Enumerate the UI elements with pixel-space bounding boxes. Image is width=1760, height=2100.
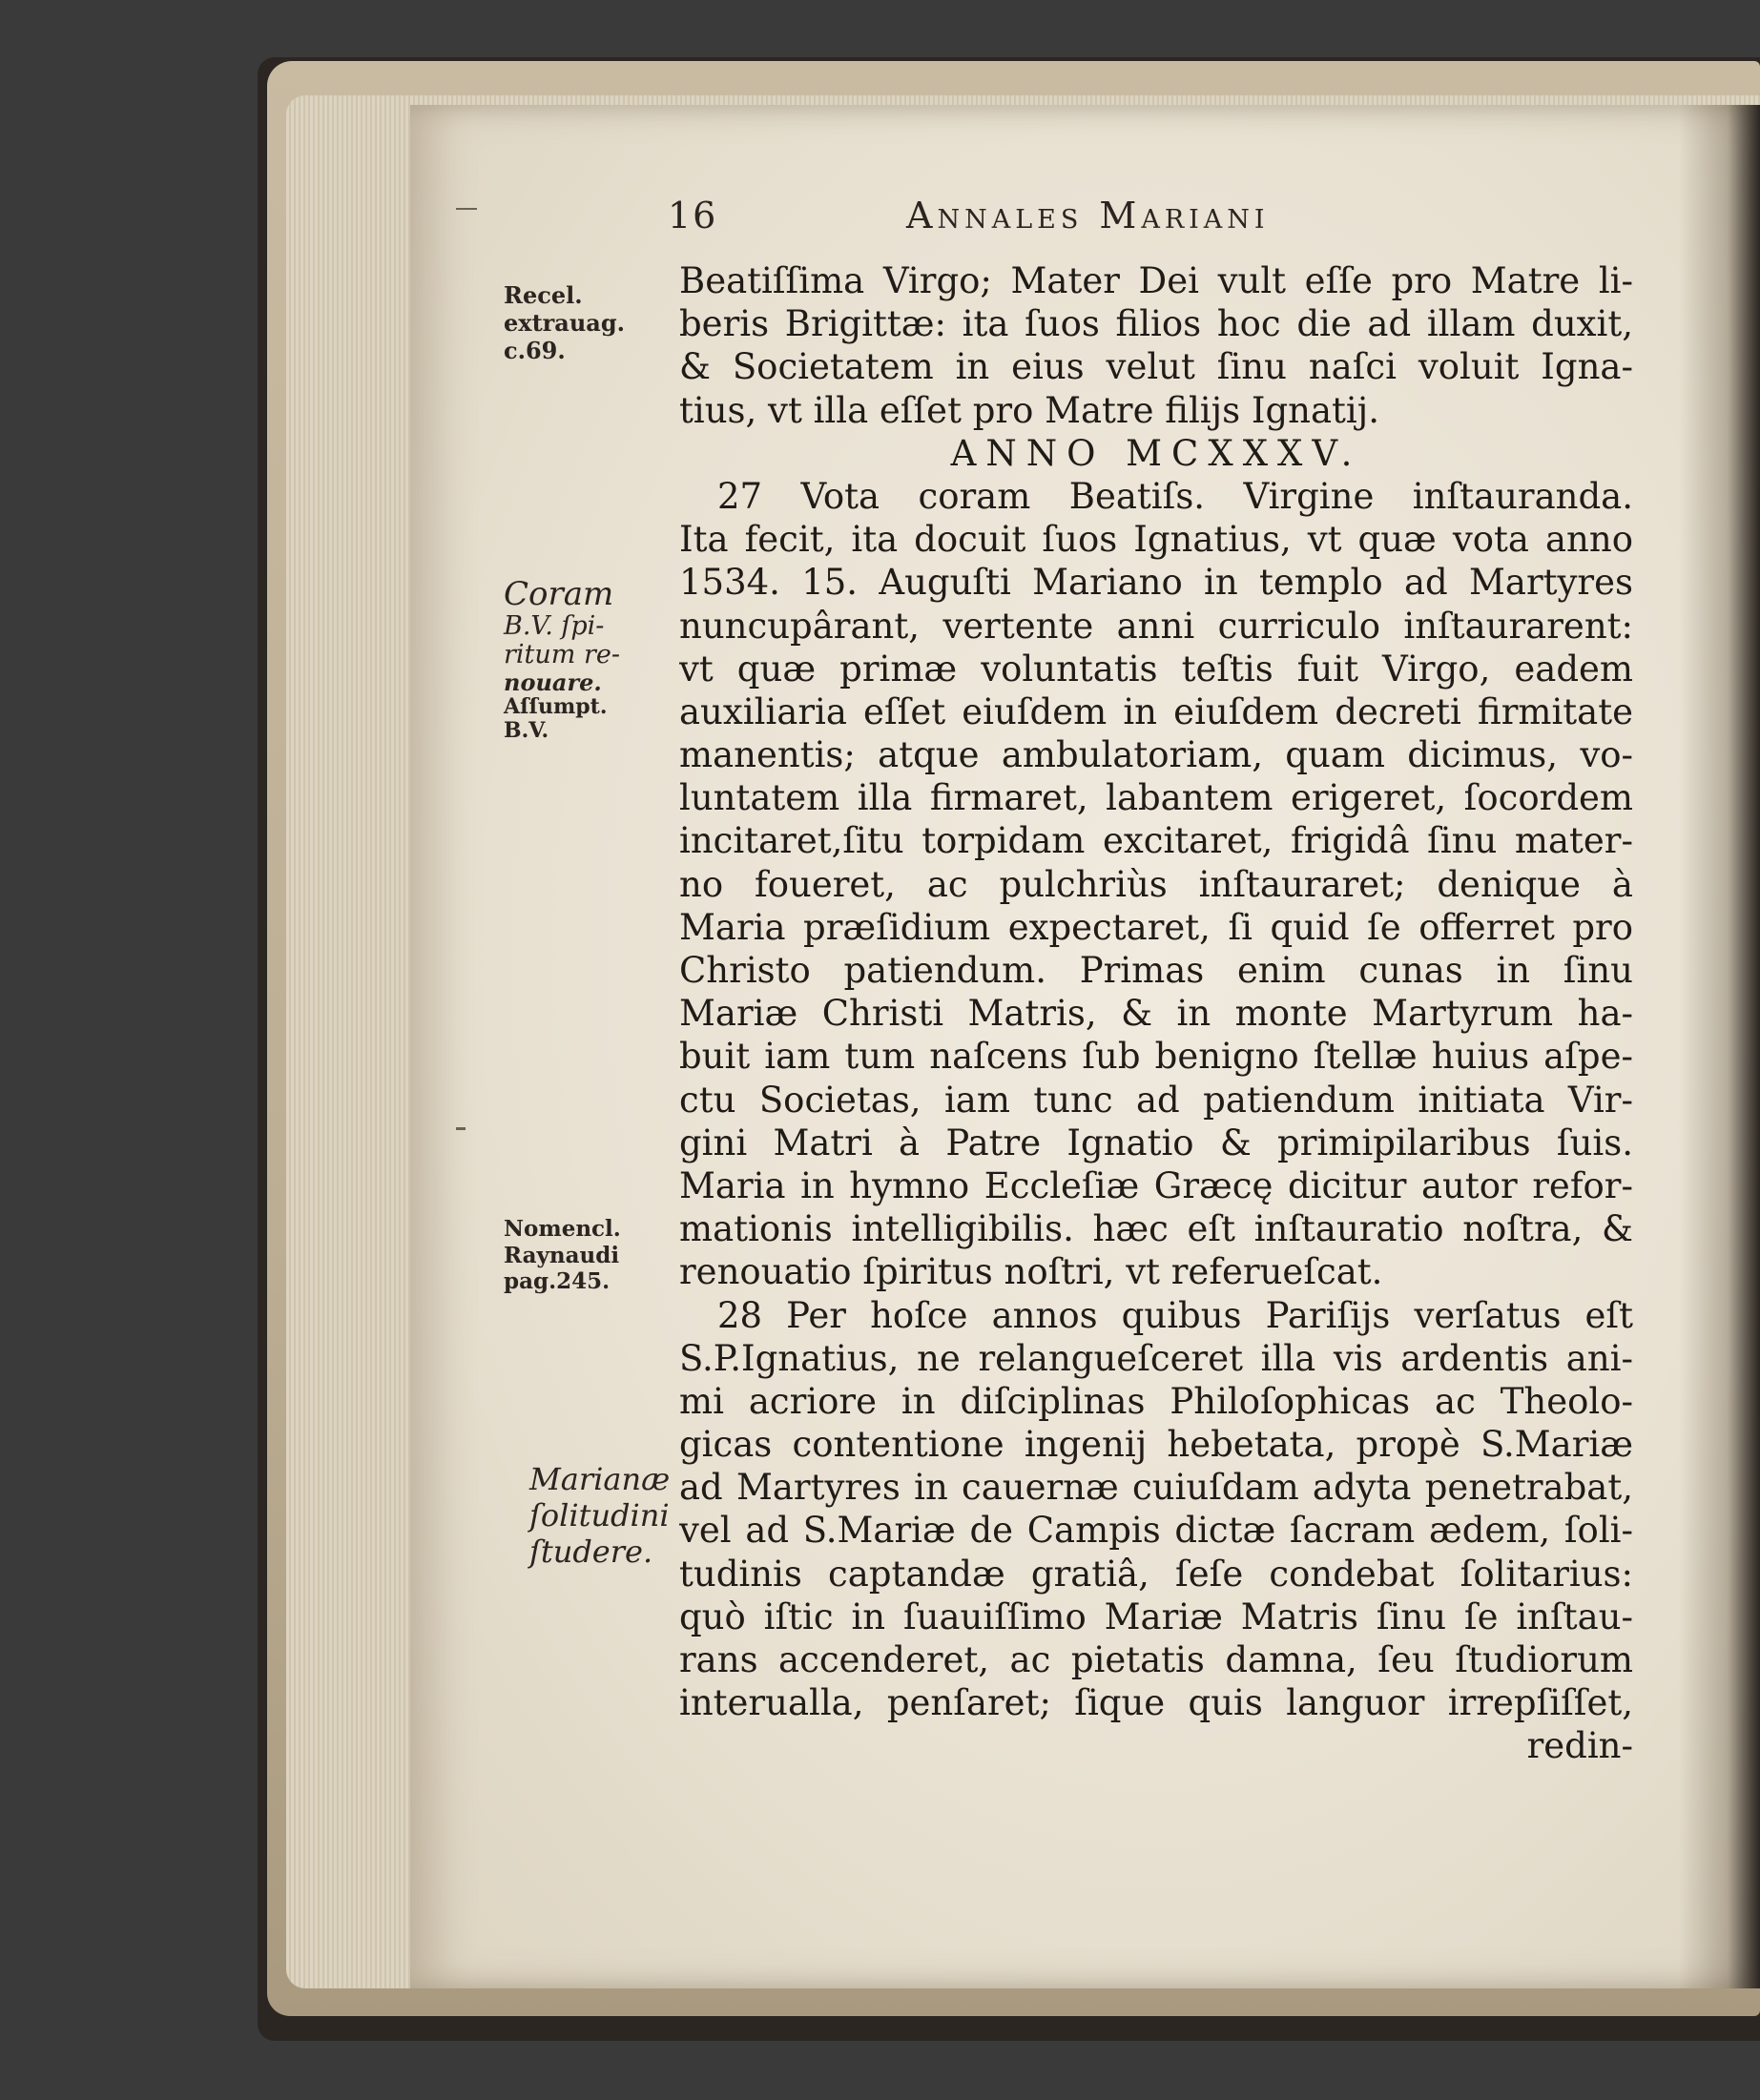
running-title: Annales Mariani bbox=[906, 195, 1270, 237]
catchword: redin- bbox=[1526, 1725, 1633, 1767]
book-gutter bbox=[1679, 105, 1760, 1988]
text-line: luntatem illa firmaret, labantem erigeret, ſocordem bbox=[679, 777, 1633, 819]
margin-note-line: Raynaudi bbox=[504, 1242, 620, 1268]
margin-note-line: c.69. bbox=[504, 336, 566, 364]
text-line: no foueret, ac pulchriùs inſtauraret; denique à bbox=[679, 863, 1633, 905]
text-line: auxiliaria eſſet eiuſdem in eiuſdem decreti firmitate bbox=[679, 690, 1633, 732]
text-line: gini Matri à Patre Ignatio & primipilaribus ſuis. bbox=[679, 1122, 1633, 1163]
margin-note-line: ſolitudini bbox=[529, 1496, 670, 1534]
text-line: Maria præſidium expectaret, ſi quid ſe offerret pro bbox=[679, 906, 1633, 948]
text-line: mationis intelligibilis. hæc eſt inſtauratio noſtra, & bbox=[679, 1208, 1633, 1250]
margin-note-line: Nomencl. bbox=[504, 1216, 621, 1242]
body-text bbox=[679, 259, 1633, 1768]
text-line: rans accenderet, ac pietatis damna, ſeu ſtudiorum bbox=[679, 1639, 1633, 1680]
margin-note-line: Recel. bbox=[504, 281, 583, 309]
text-line: gicas contentione ingenij hebetata, propè S.Mariæ bbox=[679, 1424, 1633, 1466]
margin-note-line: ſtudere. bbox=[529, 1533, 653, 1570]
margin-note bbox=[504, 1216, 656, 1295]
text-line: buit iam tum naſcens ſub benigno ſtellæ huius aſpe- bbox=[679, 1036, 1633, 1078]
margin-note-line: pag.245. bbox=[504, 1268, 611, 1295]
page-tick-mark bbox=[456, 1127, 466, 1130]
text-line: Christo patiendum. Primas enim cunas in ſinu bbox=[679, 950, 1633, 991]
page-tick-mark bbox=[456, 208, 477, 210]
margin-note bbox=[529, 1462, 673, 1570]
margin-note-line: Coram bbox=[504, 575, 614, 613]
text-line: Mariæ Christi Matris, & in monte Martyrum ha- bbox=[679, 993, 1633, 1035]
text-line: Beatiſſima Virgo; Mater Dei vult eſſe pro Matre li- bbox=[679, 260, 1633, 301]
text-line: ad Martyres in cauernæ cuiuſdam adyta penetrabat, bbox=[679, 1467, 1633, 1509]
text-line: Ita fecit, ita docuit ſuos Ignatius, vt quæ vota anno bbox=[679, 519, 1633, 561]
margin-note-line: B.V. ſpi- bbox=[504, 611, 605, 642]
text-line: vt quæ primæ voluntatis teſtis fuit Virgo, eadem bbox=[679, 648, 1633, 690]
margin-note bbox=[504, 576, 656, 743]
margin-note-line: B.V. bbox=[504, 718, 549, 744]
text-line: 1534. 15. Auguſti Mariano in templo ad Martyres bbox=[679, 562, 1633, 604]
text-line: interualla, penſaret; ſique quis languor irrepſiſſet, bbox=[679, 1682, 1633, 1724]
margin-note-line: Aſſumpt. bbox=[504, 694, 608, 720]
text-line: incitaret,ſitu torpidam excitaret, frigidâ ſinu mater- bbox=[679, 820, 1633, 862]
text-line: & Societatem in eius velut ſinu naſci voluit Igna- bbox=[679, 346, 1633, 388]
running-header bbox=[668, 195, 1641, 248]
text-line: beris Brigittæ: ita ſuos filios hoc die ad illam duxit, bbox=[679, 303, 1633, 345]
margin-note bbox=[504, 282, 647, 364]
text-line: S.P.Ignatius, ne relangueſceret illa vis ardentis ani- bbox=[679, 1337, 1633, 1379]
text-line: 27 Vota coram Beatiſs. Virgine inſtauranda. bbox=[717, 475, 1633, 517]
text-line: manentis; atque ambulatoriam, quam dicimus, vo- bbox=[679, 734, 1633, 776]
text-line: mi acriore in diſciplinas Philoſophicas ac Theolo- bbox=[679, 1380, 1633, 1422]
margin-note-line: extrauag. bbox=[504, 308, 625, 337]
text-line: 28 Per hoſce annos quibus Pariſijs verſatus eſt bbox=[717, 1294, 1633, 1336]
margin-note-line: Marianæ bbox=[529, 1461, 671, 1497]
text-line: nuncupârant, vertente anni curriculo inſtaurarent: bbox=[679, 605, 1633, 647]
text-line: vel ad S.Mariæ de Campis dictæ ſacram ædem, ſoli- bbox=[679, 1510, 1633, 1552]
margin-note-line: ritum re- bbox=[504, 640, 620, 670]
text-line: renouatio ſpiritus noſtri, vt referueſcat. bbox=[679, 1251, 1383, 1293]
text-line: Maria in hymno Eccleſiæ Græcę dicitur autor refor- bbox=[679, 1164, 1633, 1206]
text-line: tudinis captandæ gratiâ, ſeſe condebat ſolitarius: bbox=[679, 1553, 1633, 1595]
text-line: tius, vt illa eſſet pro Matre filijs Ignatij. bbox=[679, 389, 1379, 431]
text-line: quò iſtic in ſuauiſſimo Mariæ Matris ſinu ſe inſtau- bbox=[679, 1596, 1633, 1637]
margin-note-line: nouare. bbox=[504, 668, 602, 696]
year-heading: ANNO MCXXXV. bbox=[950, 432, 1362, 474]
page-number: 16 bbox=[668, 195, 718, 237]
text-line: ctu Societas, iam tunc ad patiendum initiata Vir- bbox=[679, 1079, 1633, 1121]
